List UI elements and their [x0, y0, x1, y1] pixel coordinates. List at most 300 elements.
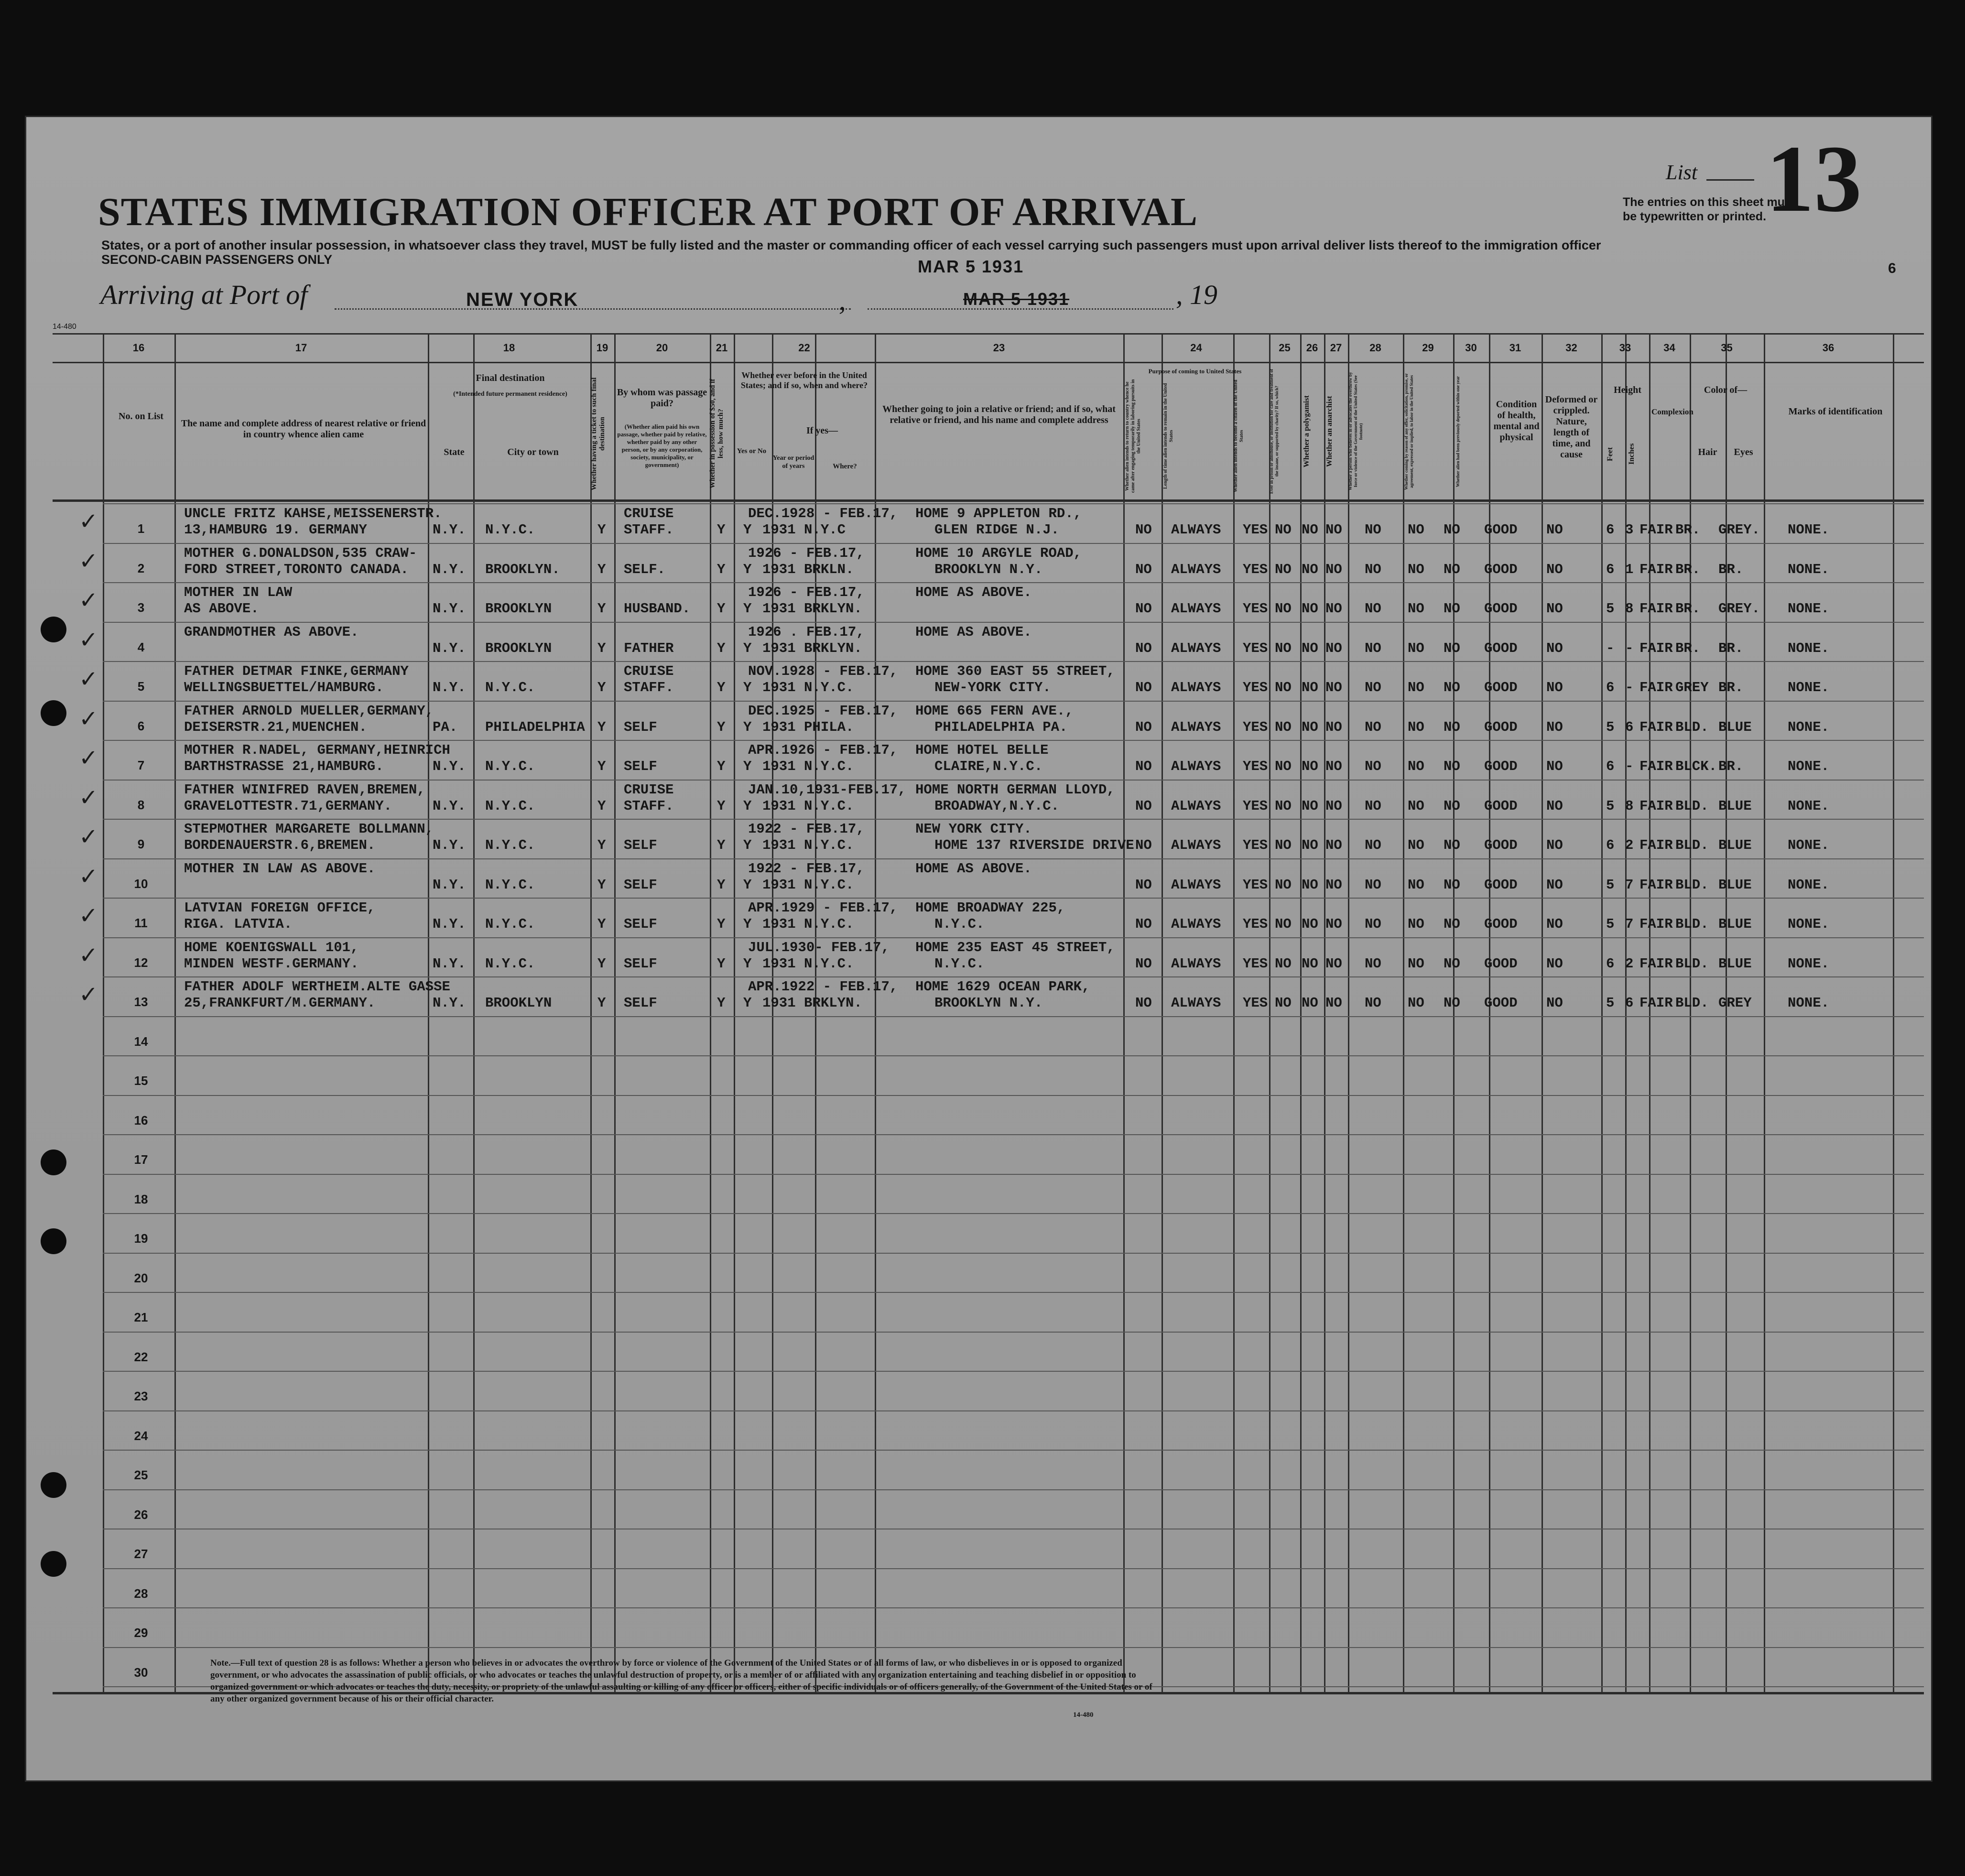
header-purpose: Purpose of coming to United States — [1148, 368, 1242, 375]
height-inches: 8 — [1625, 601, 1634, 617]
length-of-stay: ALWAYS — [1171, 798, 1221, 814]
column-divider — [1893, 333, 1894, 1692]
passage-paid: SELF — [624, 837, 657, 853]
destination-state: N.Y. — [433, 995, 466, 1011]
header-city: City or town — [507, 447, 559, 457]
height-feet: - — [1606, 640, 1615, 656]
overthrow-answer: NO — [1365, 759, 1381, 774]
form-instructions: States, or a port of another insular possession, in whatsoever class they travel, MUST be fully listed and the master or commanding officer of each vessel carrying such passengers must upon arrival deliver lists thereof to the immigration officer — [101, 238, 1601, 252]
previous-stay-where: 1931 N.Y.C. — [762, 916, 854, 932]
header-feet: Feet — [1606, 447, 1614, 461]
join-relative: HOME HOTEL BELLE — [915, 742, 1049, 758]
length-of-stay: ALWAYS — [1171, 955, 1221, 972]
binder-hole — [41, 1551, 66, 1577]
column-number: 35 — [1721, 342, 1733, 354]
eye-color: GREY — [1718, 995, 1752, 1011]
deformed-answer: NO — [1546, 916, 1563, 932]
eye-color: BLUE — [1718, 798, 1752, 814]
fifty-dollars-flag: Y — [717, 877, 726, 893]
deported-answer: NO — [1444, 561, 1460, 577]
header-height: Height — [1614, 385, 1641, 395]
anarchist-answer: NO — [1325, 877, 1342, 893]
height-feet: 5 — [1606, 995, 1615, 1011]
complexion: FAIR — [1639, 837, 1673, 853]
comma: , — [839, 285, 846, 316]
identification-marks: NONE. — [1788, 680, 1830, 695]
previous-stay-period: 1926 - FEB.17, — [748, 585, 865, 600]
previous-stay-period: NOV.1928 - FEB.17, — [748, 663, 898, 679]
health-condition: GOOD — [1484, 719, 1518, 735]
overthrow-answer: NO — [1365, 995, 1381, 1011]
destination-state: N.Y. — [433, 759, 466, 774]
column-number: 17 — [295, 342, 307, 354]
labor-offer-answer: NO — [1408, 719, 1424, 735]
column-number: 19 — [596, 342, 608, 354]
hair-color: BR. — [1675, 601, 1701, 617]
fifty-dollars-flag: Y — [717, 837, 726, 853]
row-number: 20 — [134, 1270, 148, 1285]
height-feet: 5 — [1606, 601, 1615, 617]
labor-offer-answer: NO — [1408, 955, 1424, 972]
intends-return: NO — [1135, 522, 1152, 538]
column-number: 31 — [1509, 342, 1521, 354]
intends-citizen: YES — [1243, 680, 1268, 695]
deformed-answer: NO — [1546, 719, 1563, 735]
height-feet: 5 — [1606, 916, 1615, 932]
height-inches: - — [1625, 680, 1634, 695]
relative-address: 13,HAMBURG 19. GERMANY — [184, 522, 367, 538]
length-of-stay: ALWAYS — [1171, 640, 1221, 656]
col25-answer: NO — [1275, 601, 1292, 617]
destination-city: BROOKLYN — [485, 601, 552, 617]
previous-stay-where: 1931 BRKLYN. — [762, 640, 862, 656]
health-condition: GOOD — [1484, 601, 1518, 617]
deformed-answer: NO — [1546, 837, 1563, 853]
deformed-answer: NO — [1546, 955, 1563, 972]
row-number: 17 — [134, 1152, 148, 1167]
health-condition: GOOD — [1484, 640, 1518, 656]
destination-city: N.Y.C. — [485, 916, 535, 932]
anarchist-answer: NO — [1325, 837, 1342, 853]
header-join-relative: Whether going to join a relative or friend; and if so, what relative or friend, and his name and complete address — [882, 404, 1116, 425]
passage-paid-2: STAFF. — [624, 798, 674, 814]
column-divider — [734, 333, 735, 1692]
row-rule — [103, 1371, 1924, 1372]
anarchist-answer: NO — [1325, 601, 1342, 617]
header-state: State — [444, 447, 465, 457]
fifty-dollars-flag: Y — [717, 916, 726, 932]
header-passage-paid: By whom was passage paid? — [617, 387, 707, 409]
previous-stay-where: 1931 BRKLYN. — [762, 995, 862, 1011]
height-inches: - — [1625, 759, 1634, 774]
passenger-class: SECOND-CABIN PASSENGERS ONLY — [101, 252, 333, 267]
header-labor-offer: Whether coming by reason of any offer, solicitation, promise, or agreement, expressed or implied, to labor in the United States — [1404, 373, 1414, 490]
anarchist-answer: NO — [1325, 916, 1342, 932]
previous-stay-period: 1922 - FEB.17, — [748, 821, 865, 837]
destination-state: N.Y. — [433, 640, 466, 656]
column-divider — [1233, 333, 1235, 1692]
deformed-answer: NO — [1546, 601, 1563, 617]
identification-marks: NONE. — [1788, 759, 1830, 774]
overthrow-answer: NO — [1365, 798, 1381, 814]
row-rule — [103, 661, 1924, 662]
before-in-us-flag: Y — [743, 916, 752, 932]
length-of-stay: ALWAYS — [1171, 877, 1221, 893]
height-feet: 6 — [1606, 680, 1615, 695]
identification-marks: NONE. — [1788, 640, 1830, 656]
before-in-us-flag: Y — [743, 995, 752, 1011]
column-number: 24 — [1190, 342, 1202, 354]
deported-answer: NO — [1444, 680, 1460, 695]
intends-citizen: YES — [1243, 916, 1268, 932]
intends-return: NO — [1135, 955, 1152, 972]
destination-city: N.Y.C. — [485, 798, 535, 814]
hair-color: BLD. — [1675, 798, 1709, 814]
relative-address: BORDENAUERSTR.6,BREMEN. — [184, 837, 376, 853]
polygamist-answer: NO — [1302, 601, 1318, 617]
row-number: 21 — [134, 1310, 148, 1324]
header-final-dest-note: (*Intended future permanent residence) — [453, 390, 567, 398]
passage-paid: SELF — [624, 916, 657, 932]
deported-answer: NO — [1444, 837, 1460, 853]
labor-offer-answer: NO — [1408, 798, 1424, 814]
polygamist-answer: NO — [1302, 640, 1318, 656]
passage-paid: CRUISE — [624, 506, 674, 521]
previous-stay-where: 1931 PHILA. — [762, 719, 854, 735]
complexion: FAIR — [1639, 995, 1673, 1011]
anarchist-answer: NO — [1325, 680, 1342, 695]
relative-name: FATHER ADOLF WERTHEIM.ALTE GASSE — [184, 979, 450, 995]
join-address: BROOKLYN N.Y. — [934, 561, 1043, 577]
join-relative: HOME 665 FERN AVE., — [915, 703, 1074, 719]
checkmark-icon: ✓ — [79, 547, 98, 575]
deformed-answer: NO — [1546, 798, 1563, 814]
header-if-yes: If yes— — [806, 425, 838, 436]
row-number: 12 — [134, 955, 148, 970]
eye-color: BR. — [1718, 561, 1744, 577]
checkmark-icon: ✓ — [79, 626, 98, 653]
row-rule — [103, 1647, 1924, 1648]
header-overthrow: Whether a person who believes in or advocates the overthrow by force or violence of the Government of the United States (See footnote) — [1348, 372, 1363, 491]
column-number: 36 — [1822, 342, 1835, 354]
column-divider — [614, 333, 616, 1692]
health-condition: GOOD — [1484, 759, 1518, 774]
relative-name: MOTHER G.DONALDSON,535 CRAW- — [184, 545, 417, 561]
row-number: 8 — [137, 797, 145, 812]
health-condition: GOOD — [1484, 877, 1518, 893]
deported-answer: NO — [1444, 877, 1460, 893]
join-relative: HOME AS ABOVE. — [915, 585, 1032, 600]
deformed-answer: NO — [1546, 640, 1563, 656]
destination-state: N.Y. — [433, 601, 466, 617]
col25-answer: NO — [1275, 995, 1292, 1011]
ticket-flag: Y — [597, 837, 606, 853]
entries-note-line1: The entries on this sheet must — [1623, 195, 1796, 209]
destination-state: N.Y. — [433, 522, 466, 538]
eye-color: BR. — [1718, 640, 1744, 656]
hair-color: BR. — [1675, 522, 1701, 538]
relative-name: FATHER DETMAR FINKE,GERMANY — [184, 663, 409, 679]
row-number: 15 — [134, 1074, 148, 1088]
col25-answer: NO — [1275, 522, 1292, 538]
ticket-flag: Y — [597, 798, 606, 814]
column-number: 30 — [1465, 342, 1477, 354]
join-address: N.Y.C. — [934, 955, 985, 972]
height-inches: 2 — [1625, 955, 1634, 972]
row-rule — [103, 1568, 1924, 1569]
eye-color: GREY. — [1718, 522, 1760, 538]
intends-citizen: YES — [1243, 719, 1268, 735]
checkmark-icon: ✓ — [79, 745, 98, 771]
deported-answer: NO — [1444, 719, 1460, 735]
overthrow-answer: NO — [1365, 916, 1381, 932]
column-divider — [710, 333, 711, 1692]
intends-citizen: YES — [1243, 837, 1268, 853]
fifty-dollars-flag: Y — [717, 601, 726, 617]
passage-paid: FATHER — [624, 640, 674, 656]
destination-state: PA. — [433, 719, 458, 735]
col25-answer: NO — [1275, 759, 1292, 774]
fifty-dollars-flag: Y — [717, 719, 726, 735]
complexion: FAIR — [1639, 680, 1673, 695]
column-number: 33 — [1619, 342, 1631, 354]
column-number: 23 — [993, 342, 1005, 354]
identification-marks: NONE. — [1788, 955, 1830, 972]
previous-stay-period: DEC.1928 - FEB.17, — [748, 506, 898, 521]
before-in-us-flag: Y — [743, 955, 752, 972]
column-number: 27 — [1330, 342, 1342, 354]
anarchist-answer: NO — [1325, 759, 1342, 774]
previous-stay-period: APR.1922 - FEB.17, — [748, 979, 898, 995]
header-where: Where? — [833, 463, 857, 470]
relative-name: FATHER ARNOLD MUELLER,GERMANY, — [184, 703, 434, 719]
destination-state: N.Y. — [433, 680, 466, 695]
colnum-rule — [53, 362, 1924, 363]
identification-marks: NONE. — [1788, 561, 1830, 577]
header-fifty-dollars: Whether in possession of $50, and if less, how much? — [709, 379, 725, 489]
overthrow-answer: NO — [1365, 640, 1381, 656]
row-rule — [103, 1055, 1924, 1056]
column-divider — [1601, 333, 1603, 1692]
anarchist-answer: NO — [1325, 640, 1342, 656]
binder-hole — [41, 1149, 66, 1175]
intends-citizen: YES — [1243, 955, 1268, 972]
intends-return: NO — [1135, 877, 1152, 893]
row-rule — [103, 622, 1924, 623]
header-hair: Hair — [1698, 447, 1717, 457]
binder-hole — [41, 700, 66, 726]
col25-answer: NO — [1275, 916, 1292, 932]
row-rule — [103, 1213, 1924, 1214]
row-number: 6 — [137, 718, 145, 733]
column-number: 22 — [798, 342, 810, 354]
length-of-stay: ALWAYS — [1171, 680, 1221, 695]
join-address: BROOKLYN N.Y. — [934, 995, 1043, 1011]
height-feet: 6 — [1606, 955, 1615, 972]
anarchist-answer: NO — [1325, 522, 1342, 538]
join-relative: HOME 360 EAST 55 STREET, — [915, 663, 1115, 679]
height-feet: 6 — [1606, 561, 1615, 577]
checkmark-icon: ✓ — [79, 942, 98, 969]
join-address: N.Y.C. — [934, 916, 985, 932]
health-condition: GOOD — [1484, 522, 1518, 538]
row-rule — [103, 1607, 1924, 1608]
col25-answer: NO — [1275, 680, 1292, 695]
binder-hole — [41, 1228, 66, 1254]
before-in-us-flag: Y — [743, 759, 752, 774]
ticket-flag: Y — [597, 680, 606, 695]
struck-date: MAR 5 1931 — [963, 289, 1070, 309]
passage-paid: CRUISE — [624, 781, 674, 798]
checkmark-icon: ✓ — [79, 666, 98, 693]
before-in-us-flag: Y — [743, 877, 752, 893]
destination-city: N.Y.C. — [485, 837, 535, 853]
intends-return: NO — [1135, 601, 1152, 617]
row-rule — [103, 1332, 1924, 1333]
row-number: 11 — [134, 916, 148, 930]
deported-answer: NO — [1444, 955, 1460, 972]
column-number: 34 — [1663, 342, 1675, 354]
labor-offer-answer: NO — [1408, 837, 1424, 853]
length-of-stay: ALWAYS — [1171, 561, 1221, 577]
before-in-us-flag: Y — [743, 561, 752, 577]
overthrow-answer: NO — [1365, 955, 1381, 972]
relative-name: MOTHER R.NADEL, GERMANY,HEINRICH — [184, 742, 450, 758]
destination-city: BROOKLYN. — [485, 561, 560, 577]
complexion: FAIR — [1639, 798, 1673, 814]
before-in-us-flag: Y — [743, 601, 752, 617]
row-number: 22 — [134, 1349, 148, 1364]
header-no-on-list: No. on List — [119, 411, 163, 422]
height-inches: 7 — [1625, 877, 1634, 893]
intends-citizen: YES — [1243, 759, 1268, 774]
height-feet: 6 — [1606, 759, 1615, 774]
checkmark-icon: ✓ — [79, 705, 98, 732]
passage-paid: SELF — [624, 995, 657, 1011]
binder-hole — [41, 617, 66, 642]
intends-return: NO — [1135, 837, 1152, 853]
complexion: FAIR — [1639, 640, 1673, 656]
row-number: 26 — [134, 1507, 148, 1522]
row-number: 24 — [134, 1428, 148, 1443]
port-value: NEW YORK — [466, 289, 579, 310]
row-rule — [103, 1410, 1924, 1411]
column-divider — [1348, 333, 1349, 1692]
passage-paid: CRUISE — [624, 663, 674, 679]
relative-address: 25,FRANKFURT/M.GERMANY. — [184, 995, 376, 1011]
labor-offer-answer: NO — [1408, 640, 1424, 656]
passage-paid: SELF — [624, 719, 657, 735]
header-relative: The name and complete address of nearest relative or friend in country whence alien came — [181, 418, 426, 440]
destination-city: BROOKLYN — [485, 640, 552, 656]
hair-color: BLD. — [1675, 877, 1709, 893]
fifty-dollars-flag: Y — [717, 680, 726, 695]
relative-address: WELLINGSBUETTEL/HAMBURG. — [184, 680, 384, 695]
join-address: NEW-YORK CITY. — [934, 680, 1051, 695]
col25-answer: NO — [1275, 837, 1292, 853]
arriving-label: Arriving at Port of — [100, 279, 308, 310]
polygamist-answer: NO — [1302, 916, 1318, 932]
relative-name: STEPMOTHER MARGARETE BOLLMANN, — [184, 821, 434, 837]
header-anarchist: Whether an anarchist — [1325, 396, 1334, 467]
destination-city: N.Y.C. — [485, 759, 535, 774]
labor-offer-answer: NO — [1408, 877, 1424, 893]
passage-paid-2: STAFF. — [624, 522, 674, 538]
column-divider — [103, 333, 104, 1692]
row-rule — [103, 898, 1924, 899]
row-number: 4 — [137, 640, 145, 654]
previous-stay-period: 1926 - FEB.17, — [748, 545, 865, 561]
previous-stay-where: 1931 N.Y.C. — [762, 877, 854, 893]
deformed-answer: NO — [1546, 680, 1563, 695]
health-condition: GOOD — [1484, 916, 1518, 932]
relative-name: LATVIAN FOREIGN OFFICE, — [184, 900, 376, 916]
previous-stay-period: JUL.1930- FEB.17, — [748, 939, 890, 955]
join-address: CLAIRE,N.Y.C. — [934, 759, 1043, 774]
ticket-flag: Y — [597, 640, 606, 656]
destination-city: BROOKLYN — [485, 995, 552, 1011]
ticket-flag: Y — [597, 601, 606, 617]
col25-answer: NO — [1275, 719, 1292, 735]
height-feet: 6 — [1606, 837, 1615, 853]
column-divider — [1542, 333, 1543, 1692]
deformed-answer: NO — [1546, 561, 1563, 577]
col25-answer: NO — [1275, 955, 1292, 972]
labor-offer-answer: NO — [1408, 759, 1424, 774]
column-number: 25 — [1279, 342, 1291, 354]
deformed-answer: NO — [1546, 759, 1563, 774]
health-condition: GOOD — [1484, 680, 1518, 695]
height-feet: 5 — [1606, 798, 1615, 814]
header-color-of: Color of— — [1704, 385, 1748, 395]
relative-address: MINDEN WESTF.GERMANY. — [184, 955, 359, 972]
hair-color: BR. — [1675, 640, 1701, 656]
anarchist-answer: NO — [1325, 719, 1342, 735]
relative-name: GRANDMOTHER AS ABOVE. — [184, 624, 359, 640]
join-address: PHILADELPHIA PA. — [934, 719, 1068, 735]
polygamist-answer: NO — [1302, 955, 1318, 972]
overthrow-answer: NO — [1365, 522, 1381, 538]
health-condition: GOOD — [1484, 798, 1518, 814]
destination-state: N.Y. — [433, 916, 466, 932]
column-divider — [1162, 333, 1163, 1692]
row-number: 28 — [134, 1586, 148, 1601]
column-divider — [590, 333, 592, 1692]
join-relative: HOME AS ABOVE. — [915, 860, 1032, 877]
row-rule — [103, 503, 1924, 504]
destination-city: N.Y.C. — [485, 877, 535, 893]
overthrow-answer: NO — [1365, 680, 1381, 695]
before-in-us-flag: Y — [743, 798, 752, 814]
intends-citizen: YES — [1243, 995, 1268, 1011]
col25-answer: NO — [1275, 877, 1292, 893]
destination-state: N.Y. — [433, 877, 466, 893]
identification-marks: NONE. — [1788, 719, 1830, 735]
destination-state: N.Y. — [433, 837, 466, 853]
deported-answer: NO — [1444, 798, 1460, 814]
header-paid-note: (Whether alien paid his own passage, whether paid by relative, whether paid by any other person, or by any corporation, society, municipality, or government) — [617, 423, 707, 468]
column-number: 26 — [1306, 342, 1318, 354]
checkmark-icon: ✓ — [79, 824, 98, 850]
identification-marks: NONE. — [1788, 877, 1830, 893]
header-purpose-length: Length of time alien intends to remain in the United States — [1163, 383, 1174, 489]
row-number: 9 — [137, 837, 145, 851]
checkmark-icon: ✓ — [79, 784, 98, 811]
relative-address: GRAVELOTTESTR.71,GERMANY. — [184, 798, 392, 814]
complexion: FAIR — [1639, 916, 1673, 932]
eye-color: BLUE — [1718, 719, 1752, 735]
row-number: 13 — [134, 995, 148, 1009]
